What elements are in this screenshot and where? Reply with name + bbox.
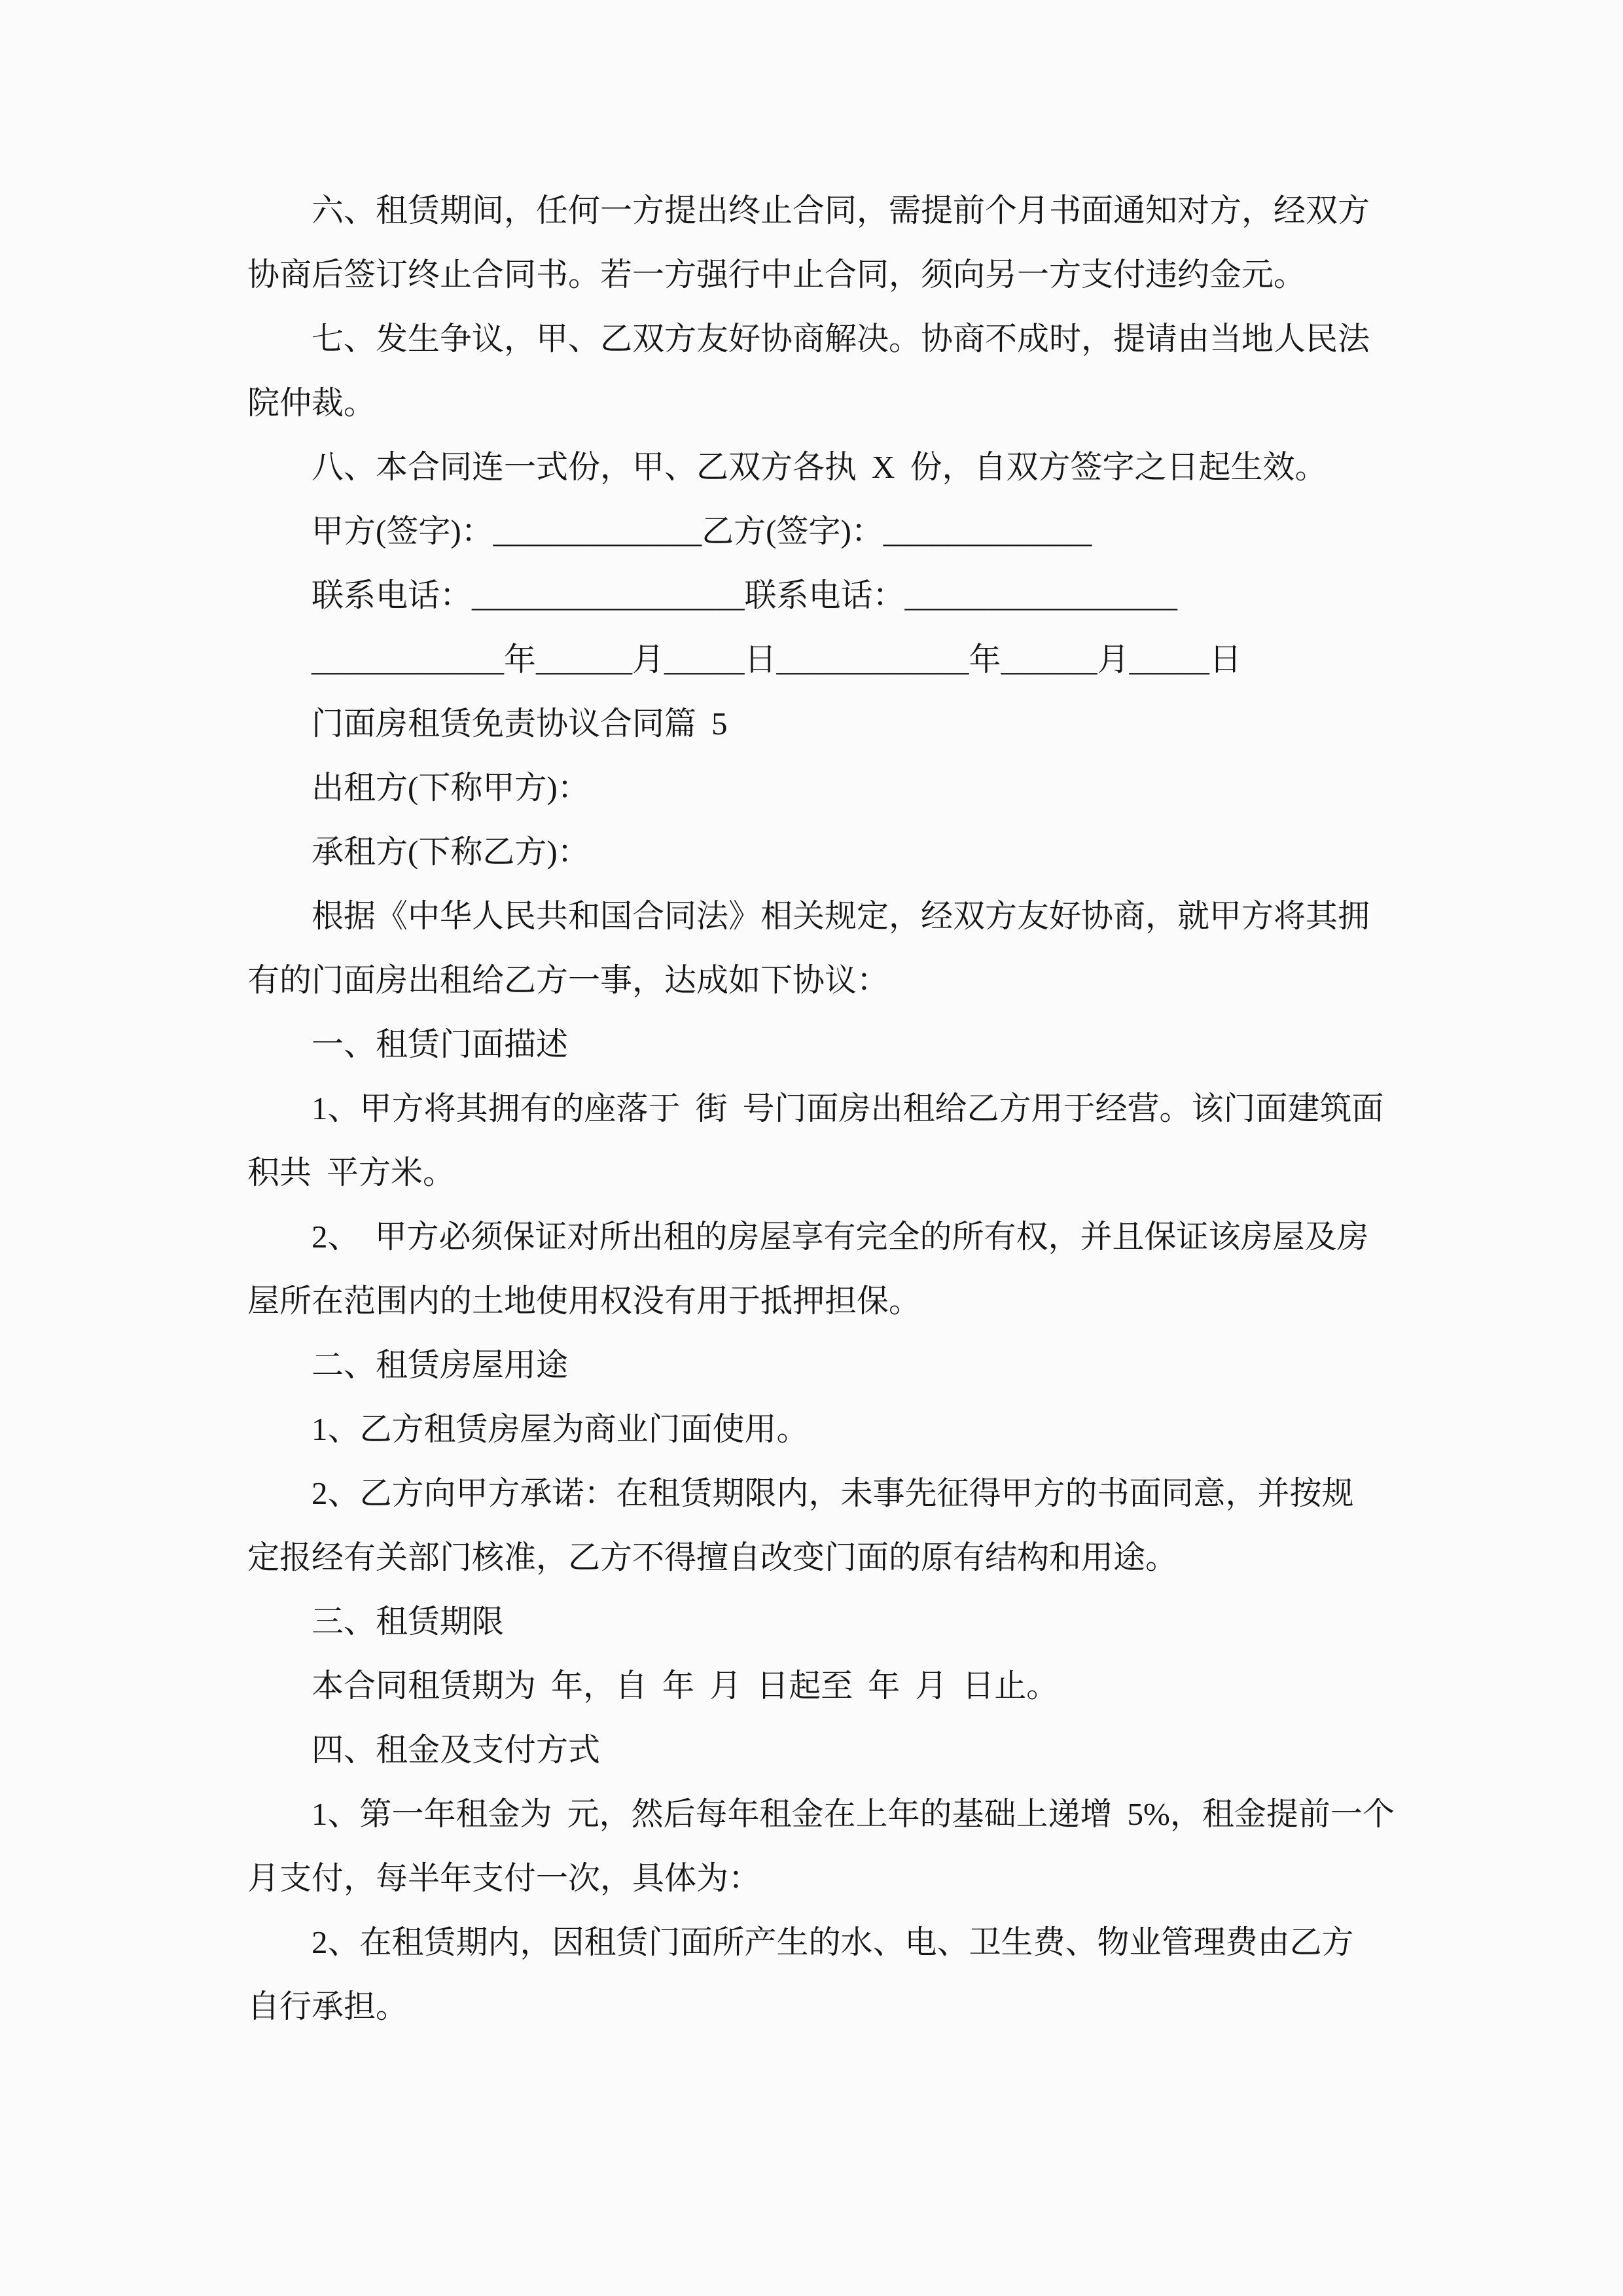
- document-line: 承租方(下称乙方)：: [312, 834, 590, 870]
- document-line: 门面房租赁免责协议合同篇 5: [312, 706, 728, 742]
- document-line: 四、租金及支付方式: [312, 1732, 601, 1768]
- document-line: 积共 平方米。: [247, 1155, 455, 1191]
- document-line: 二、租赁房屋用途: [312, 1347, 569, 1383]
- document-line: ____________年______月_____日____________年______月_____日: [312, 641, 1242, 677]
- document-line: 2、在租赁期内，因租赁门面所产生的水、电、卫生费、物业管理费由乙方: [312, 1924, 1354, 1960]
- document-line: 1、第一年租金为 元，然后每年租金在上年的基础上递增 5%，租金提前一个: [312, 1796, 1395, 1832]
- document-line: 院仲裁。: [247, 385, 376, 421]
- document-line: 月支付，每半年支付一次，具体为：: [247, 1860, 761, 1896]
- document-line: 八、本合同连一式份，甲、乙双方各执 X 份，自双方签字之日起生效。: [312, 449, 1327, 485]
- document-line: 屋所在范围内的土地使用权没有用于抵押担保。: [247, 1283, 921, 1319]
- document-line: 三、租赁期限: [312, 1604, 505, 1640]
- document-line: 有的门面房出租给乙方一事，达成如下协议：: [247, 962, 889, 998]
- document-line: 根据《中华人民共和国合同法》相关规定，经双方友好协商，就甲方将其拥: [312, 898, 1370, 934]
- document-line: 七、发生争议，甲、乙双方友好协商解决。协商不成时，提请由当地人民法: [312, 321, 1370, 357]
- document-line: 1、甲方将其拥有的座落于 街 号门面房出租给乙方用于经营。该门面建筑面: [312, 1090, 1384, 1126]
- document-line: 自行承担。: [247, 1988, 408, 2024]
- document-line: 本合同租赁期为 年，自 年 月 日起至 年 月 日止。: [312, 1668, 1059, 1704]
- document-line: 联系电话：_________________联系电话：_________________: [312, 577, 1178, 613]
- document-line: 出租方(下称甲方)：: [312, 770, 590, 806]
- document-line: 一、租赁门面描述: [312, 1026, 569, 1062]
- document-line: 六、租赁期间，任何一方提出终止合同，需提前个月书面通知对方，经双方: [312, 192, 1370, 228]
- document-line: 定报经有关部门核准，乙方不得擅自改变门面的原有结构和用途。: [247, 1539, 1178, 1575]
- document-line: 1、乙方租赁房屋为商业门面使用。: [312, 1411, 809, 1447]
- document-line: 甲方(签字)：_____________乙方(签字)：_____________: [312, 513, 1092, 549]
- document-body: [247, 179, 1395, 2039]
- document-line: 协商后签订终止合同书。若一方强行中止合同，须向另一方支付违约金元。: [247, 257, 1306, 293]
- document-line: 2、乙方向甲方承诺：在租赁期限内，未事先征得甲方的书面同意，并按规: [312, 1475, 1354, 1511]
- document-line: 2、 甲方必须保证对所出租的房屋享有完全的所有权，并且保证该房屋及房: [312, 1219, 1369, 1255]
